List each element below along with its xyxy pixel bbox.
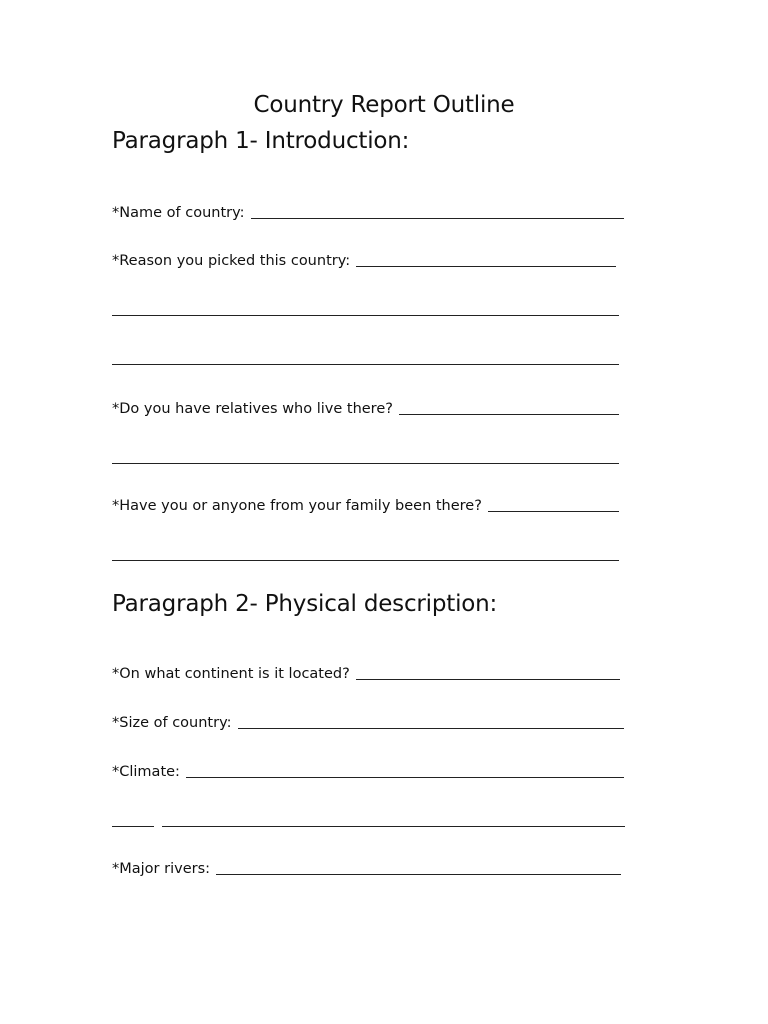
answer-blank[interactable] — [112, 446, 619, 464]
answer-blank[interactable] — [112, 298, 619, 316]
field-label: *Major rivers: — [112, 861, 211, 877]
field-continent — [112, 658, 620, 682]
continuation-line — [112, 539, 619, 563]
field-reason-picked — [112, 245, 616, 269]
answer-blank-short[interactable] — [112, 809, 154, 827]
answer-blank[interactable] — [238, 711, 625, 729]
field-size-of-country — [112, 707, 624, 731]
continuation-line — [112, 343, 619, 367]
answer-blank[interactable] — [216, 857, 621, 875]
page-title: Country Report Outline — [253, 92, 515, 118]
field-relatives-live-there — [112, 393, 619, 417]
field-label: *On what continent is it located? — [112, 666, 350, 682]
continuation-line — [112, 442, 619, 466]
answer-blank[interactable] — [399, 397, 619, 415]
field-name-of-country — [112, 197, 624, 221]
answer-blank[interactable] — [162, 809, 625, 827]
section-heading-physical-description: Paragraph 2- Physical description: — [112, 591, 498, 617]
section-heading-introduction: Paragraph 1- Introduction: — [112, 128, 410, 154]
field-major-rivers — [112, 853, 621, 877]
field-label: *Name of country: — [112, 205, 245, 221]
answer-blank[interactable] — [186, 760, 624, 778]
answer-blank[interactable] — [112, 543, 619, 561]
answer-blank[interactable] — [356, 662, 620, 680]
field-climate — [112, 756, 624, 780]
field-label: *Do you have relatives who live there? — [112, 401, 393, 417]
answer-blank[interactable] — [112, 347, 619, 365]
continuation-line — [112, 294, 619, 318]
field-label: *Reason you picked this country: — [112, 253, 351, 269]
answer-blank[interactable] — [251, 201, 624, 219]
answer-blank[interactable] — [356, 249, 616, 267]
field-label: *Climate: — [112, 764, 180, 780]
field-label: *Size of country: — [112, 715, 232, 731]
answer-blank[interactable] — [488, 494, 619, 512]
field-family-been-there — [112, 490, 619, 514]
continuation-line — [112, 805, 625, 829]
field-label: *Have you or anyone from your family been there? — [112, 498, 482, 514]
